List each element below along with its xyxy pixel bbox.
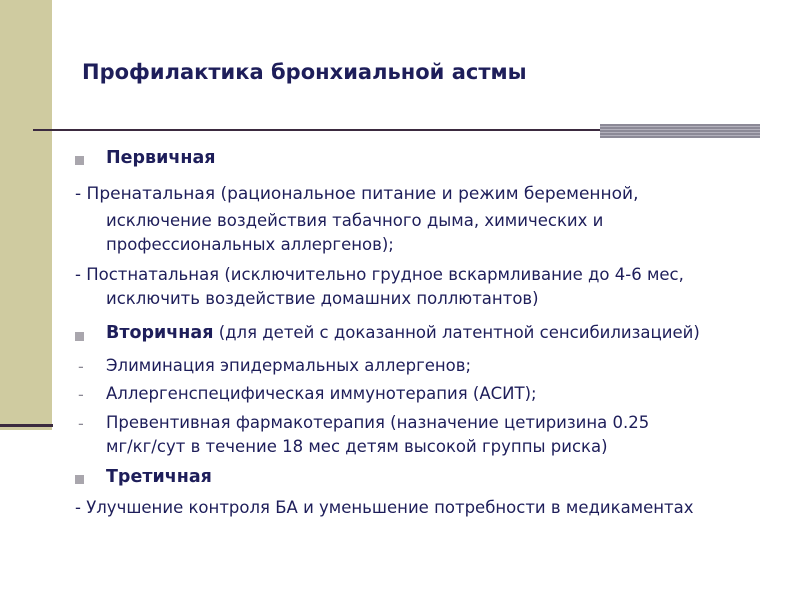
side-decor-bar xyxy=(0,0,52,430)
primary-heading: Первичная xyxy=(106,148,216,168)
dash-bullet: - xyxy=(78,357,84,376)
bullet-square-icon xyxy=(75,475,84,484)
secondary-item-2: Аллергенспецифическая иммунотерапия (АСИТ); xyxy=(106,384,537,403)
secondary-item-1: Элиминация эпидермальных аллергенов; xyxy=(106,356,472,375)
prenatal-line-1: - Пренатальная (рациональное питание и режим беременной, xyxy=(75,184,639,204)
tertiary-heading: Третичная xyxy=(106,467,212,487)
secondary-heading-note: (для детей с доказанной латентной сенсибилизацией) xyxy=(218,323,700,342)
dash-bullet: - xyxy=(78,414,84,433)
postnatal-line-2: исключить воздействие домашних поллютантов) xyxy=(106,289,539,308)
bullet-square-icon xyxy=(75,156,84,165)
title-accent-bar xyxy=(600,124,760,138)
dash-bullet: - xyxy=(78,385,84,404)
secondary-item-3a: Превентивная фармакотерапия (назначение цетиризина 0.25 xyxy=(106,413,650,432)
prenatal-line-3: профессиональных аллергенов); xyxy=(106,235,394,254)
secondary-heading: Вторичная xyxy=(106,323,214,343)
slide-title: Профилактика бронхиальной астмы xyxy=(82,60,527,84)
secondary-heading-row xyxy=(106,322,700,344)
tertiary-text: - Улучшение контроля БА и уменьшение потребности в медикаментах xyxy=(75,498,694,517)
secondary-item-3b: мг/кг/сут в течение 18 мес детям высокой группы риска) xyxy=(106,437,608,456)
side-decor-rule xyxy=(0,424,53,427)
prenatal-line-2: исключение воздействия табачного дыма, химических и xyxy=(106,211,604,230)
postnatal-line-1: - Постнатальная (исключительно грудное вскармливание до 4-6 мес, xyxy=(75,265,684,284)
bullet-square-icon xyxy=(75,332,84,341)
